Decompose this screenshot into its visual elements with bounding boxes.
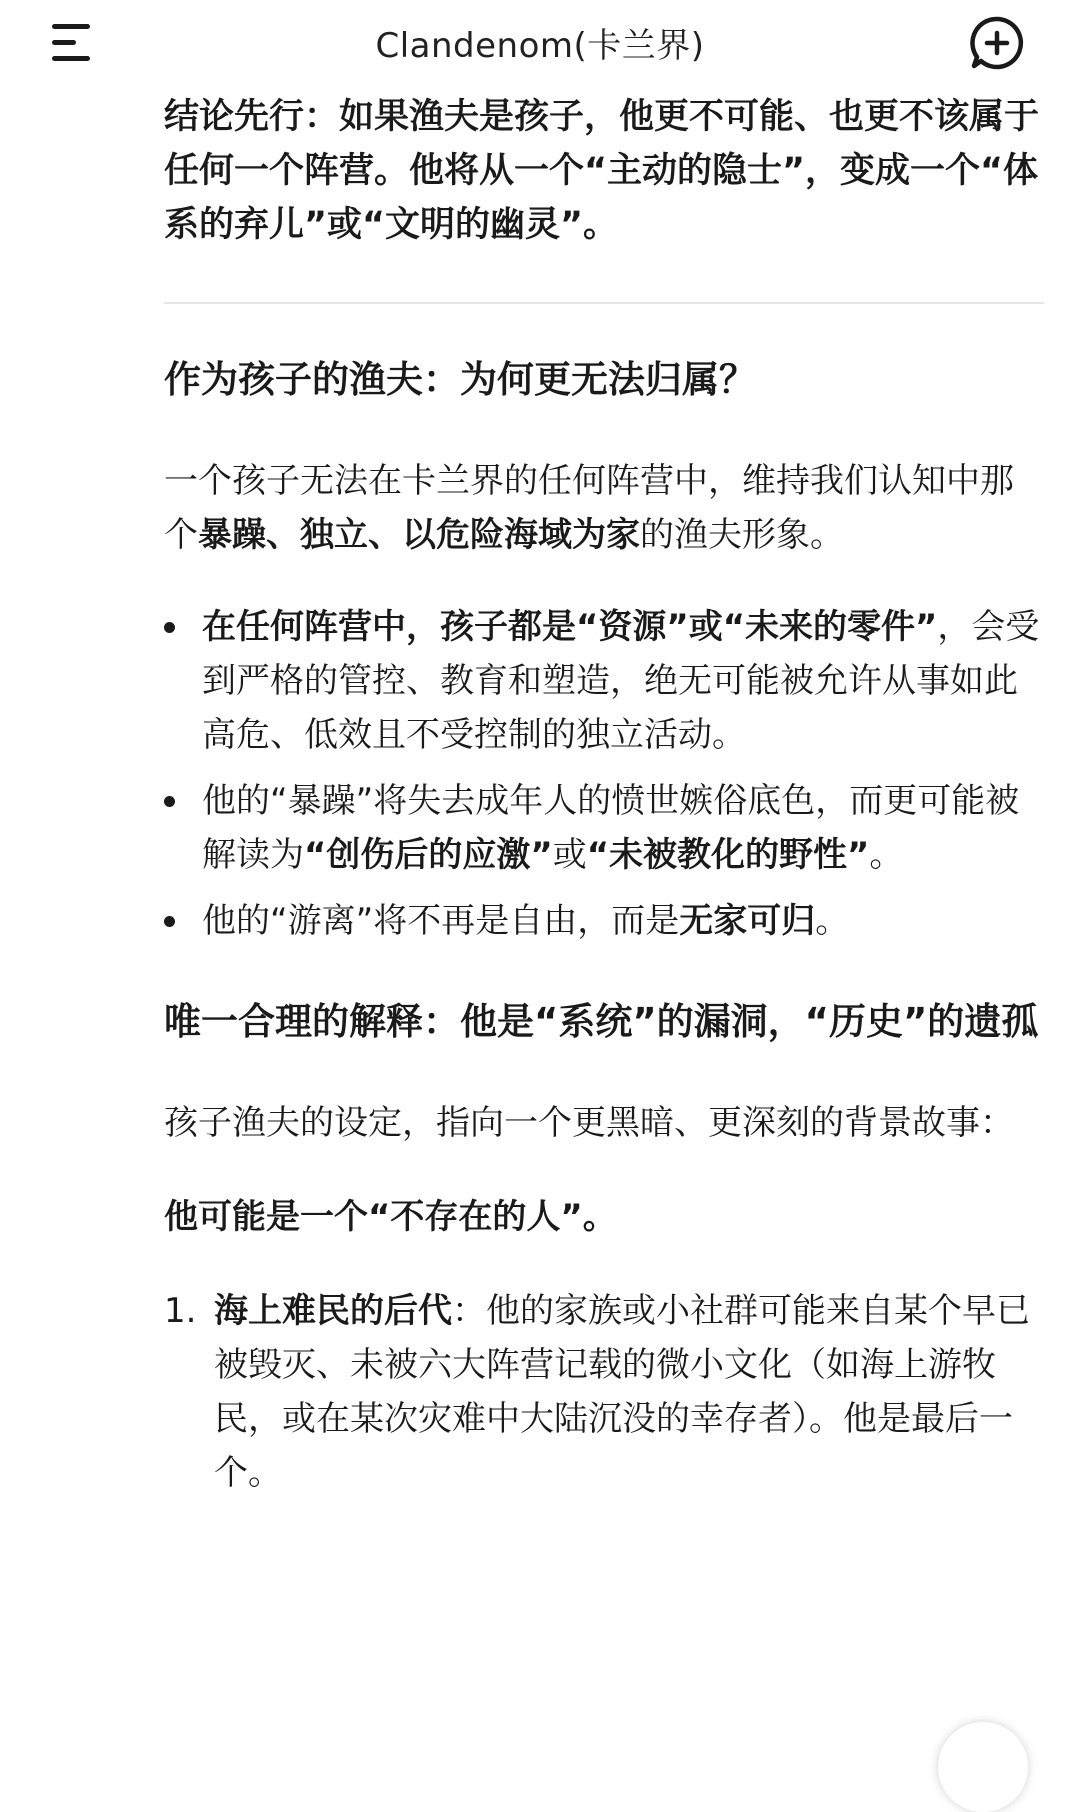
app-title: Clandenom(卡兰界) bbox=[375, 26, 705, 66]
list-item bbox=[164, 600, 1044, 762]
list-item bbox=[164, 894, 1044, 948]
bullet-icon bbox=[164, 622, 175, 633]
bullet-bold: “创伤后的应激” bbox=[304, 835, 553, 875]
intro-text: 一个孩子无法在卡兰界的任何阵营中，维持我们认知中那个 bbox=[164, 461, 1014, 555]
bullet-text: 。 bbox=[869, 835, 904, 875]
bullet-bold: “未被教化的野性” bbox=[586, 835, 870, 875]
section-heading: 作为孩子的渔夫：为何更无法归属？ bbox=[164, 358, 756, 401]
intro-paragraph bbox=[164, 454, 1044, 562]
section-heading: 唯一合理的解释：他是“系统”的漏洞，“历史”的遗孤 bbox=[164, 1000, 1039, 1043]
item-number: 1. bbox=[164, 1291, 197, 1331]
bullet-icon bbox=[164, 916, 175, 927]
intro-paragraph: 孩子渔夫的设定，指向一个更黑暗、更深刻的背景故事： bbox=[164, 1103, 1014, 1143]
top-bar bbox=[0, 0, 1080, 88]
scroll-down-button[interactable] bbox=[938, 1722, 1028, 1812]
chat-message bbox=[164, 90, 1044, 1500]
bold-text: 他可能是一个“不存在的人”。 bbox=[164, 1197, 617, 1237]
bullet-bold: 在任何阵营中，孩子都是“资源”或“未来的零件” bbox=[202, 607, 938, 647]
bullet-icon bbox=[164, 796, 175, 807]
bullet-text: 他的“游离”将不再是自由，而是 bbox=[202, 901, 680, 941]
list-item bbox=[164, 774, 1044, 882]
item-text: ：他的家族或小社群可能来自某个早已被毁灭、未被六大阵营记载的微小文化（如海上游牧民，或在某次灾难中大陆沉没的幸存者）。他是最后一个。 bbox=[214, 1291, 1030, 1493]
intro-text-end: 的渔夫形象。 bbox=[640, 515, 844, 555]
bullet-text: ，会受到严格的管控、教育和塑造，绝无可能被允许从事如此高危、低效且不受控制的独立活动。 bbox=[202, 607, 1040, 755]
lead-prefix: 结论先行： bbox=[164, 97, 340, 137]
divider bbox=[164, 302, 1044, 304]
numbered-list bbox=[164, 1284, 1044, 1500]
item-bold: 海上难民的后代 bbox=[214, 1291, 452, 1331]
list-item bbox=[164, 1284, 1044, 1500]
lead-text: 如果渔夫是孩子，他更不可能、也更不该属于任何一个阵营。他将从一个“主动的隐士”，变成一个“体系的弃儿”或“文明的幽灵”。 bbox=[164, 97, 1040, 245]
bold-line bbox=[164, 1190, 1044, 1244]
bullet-bold: 无家可归 bbox=[679, 901, 816, 941]
intro-bold: 暴躁、独立、以危险海域为家 bbox=[198, 515, 640, 555]
add-chat-icon[interactable] bbox=[968, 14, 1026, 72]
lead-paragraph bbox=[164, 90, 1044, 252]
bullet-text: 。 bbox=[815, 901, 850, 941]
bullet-list bbox=[164, 600, 1044, 948]
bullet-text: 他的“暴躁”将失去成年人的愤世嫉俗底色，而更可能被解读为 bbox=[202, 781, 1020, 875]
bullet-text: 或 bbox=[552, 835, 587, 875]
